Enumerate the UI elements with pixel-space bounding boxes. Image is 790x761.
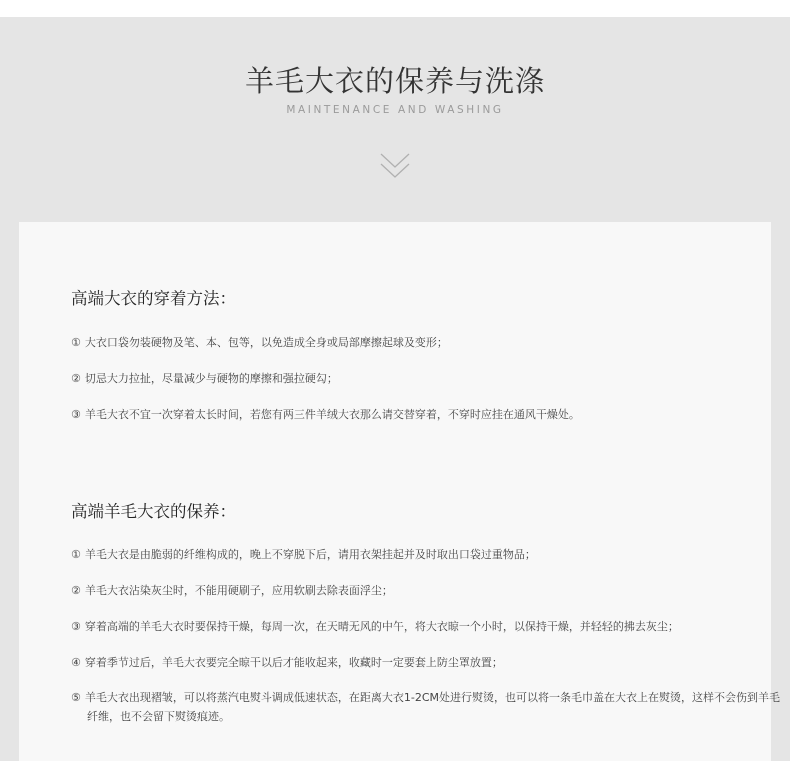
item-text: 大衣口袋勿装硬物及笔、本、包等，以免造成全身或局部摩擦起球及变形； (84, 336, 448, 349)
item-text: 穿着高端的羊毛大衣时要保持干燥，每周一次，在天晴无风的中午，将大衣晾一个小时，以保持干燥，并轻轻的拂去灰尘； (84, 620, 679, 633)
list-item (71, 405, 771, 424)
page-subtitle: MAINTENANCE AND WASHING (286, 104, 504, 116)
list-item (71, 617, 771, 636)
item-text: 羊毛大衣沾染灰尘时，不能用硬刷子，应用软刷去除表面浮尘； (84, 584, 393, 597)
item-text: 穿着季节过后，羊毛大衣要完全晾干以后才能收起来，收藏时一定要套上防尘罩放置； (84, 656, 503, 669)
list-item (71, 653, 771, 672)
top-strip (0, 0, 790, 17)
list-item (71, 545, 771, 564)
list-item (71, 369, 771, 388)
item-text: 羊毛大衣是由脆弱的纤维构成的，晚上不穿脱下后，请用衣架挂起并及时取出口袋过重物品； (84, 548, 536, 561)
item-number: ② (71, 584, 81, 597)
item-number: ③ (71, 408, 81, 421)
double-chevron-down-icon (379, 151, 411, 181)
list-item (71, 333, 771, 352)
list-item (71, 581, 771, 600)
item-text: 羊毛大衣出现褶皱，可以将蒸汽电熨斗调成低速状态，在距离大衣1-2CM处进行熨烫，也可以将一条毛巾盖在大衣上在熨烫，这样不会伤到羊毛纤维，也不会留下熨烫痕迹。 (84, 691, 781, 723)
item-number: ② (71, 372, 81, 385)
list-item (71, 688, 787, 726)
item-number: ⑤ (71, 691, 81, 704)
item-number: ③ (71, 620, 81, 633)
content-card (19, 222, 781, 761)
section-heading-care: 高端羊毛大衣的保养： (71, 502, 236, 521)
item-text: 切忌大力拉扯，尽量减少与硬物的摩擦和强拉硬勾； (84, 372, 338, 385)
item-number: ① (71, 336, 81, 349)
item-number: ④ (71, 656, 81, 669)
item-text: 羊毛大衣不宜一次穿着太长时间，若您有两三件羊绒大衣那么请交替穿着，不穿时应挂在通风干燥处。 (84, 408, 580, 421)
page-title: 羊毛大衣的保养与洗涤 (244, 64, 545, 98)
item-number: ① (71, 548, 81, 561)
section-heading-wearing: 高端大衣的穿着方法： (71, 289, 236, 308)
